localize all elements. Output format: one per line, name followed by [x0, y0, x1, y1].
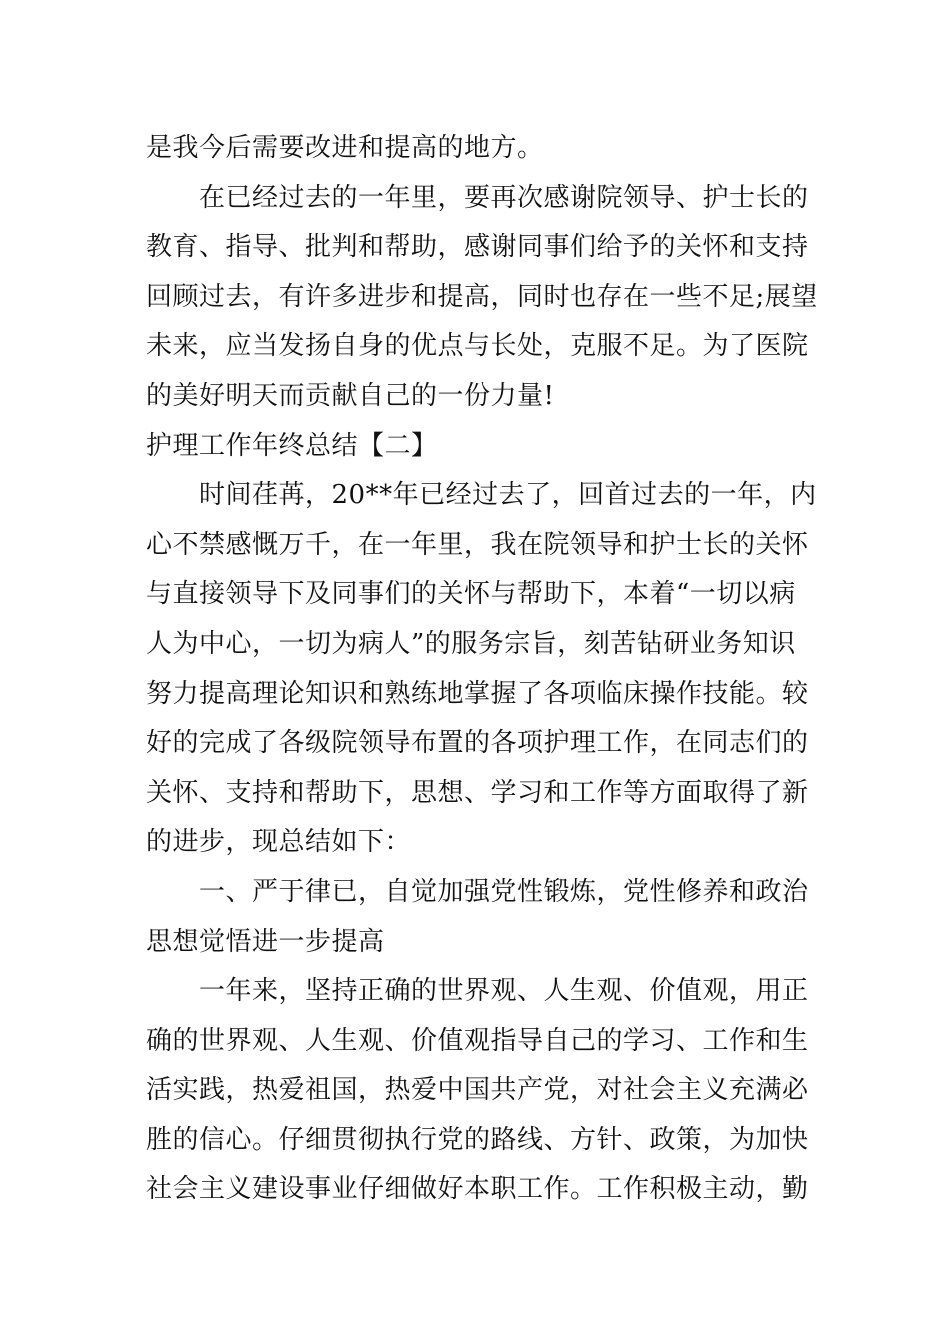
text-line: 未来，应当发扬自身的优点与长处，克服不足。为了医院: [146, 331, 809, 362]
text-line: 回顾过去，有许多进步和提高，同时也存在一些不足;展望: [146, 281, 818, 312]
document-body: [146, 124, 818, 1215]
text-line: 在已经过去的一年里，要再次感谢院领导、护士长的: [199, 182, 809, 213]
text-line: 是我今后需要改进和提高的地方。: [146, 133, 544, 163]
text-line: 心不禁感慨万千，在一年里，我在院领导和护士长的关怀: [146, 529, 809, 560]
text-line: 一年来，坚持正确的世界观、人生观、价值观，用正: [199, 976, 809, 1007]
text-line: 与直接领导下及同事们的关怀与帮助下，本着“一切以病: [146, 579, 796, 610]
section-heading: 护理工作年终总结【二】: [146, 430, 438, 461]
text-line: 确的世界观、人生观、价值观指导自己的学习、工作和生: [146, 1025, 809, 1056]
text-line: 教育、指导、批判和帮助，感谢同事们给予的关怀和支持: [146, 232, 809, 263]
text-line: 人为中心，一切为病人”的服务宗旨，刻苦钻研业务知识: [146, 628, 796, 659]
text-line: 时间荏苒，20**年已经过去了，回首过去的一年，内: [199, 480, 817, 511]
text-line: 努力提高理论知识和熟练地掌握了各项临床操作技能。较: [146, 678, 809, 709]
text-line: 的进步，现总结如下：: [146, 827, 412, 858]
text-line: 活实践，热爱祖国，热爱中国共产党，对社会主义充满必: [146, 1075, 809, 1106]
text-line: 关怀、支持和帮助下，思想、学习和工作等方面取得了新: [146, 777, 809, 808]
subheading-line: 一、严于律已，自觉加强党性锻炼，党性修养和政治: [199, 876, 809, 907]
text-line: 好的完成了各级院领导布置的各项护理工作，在同志们的: [146, 728, 809, 759]
text-line: 胜的信心。仔细贯彻执行党的路线、方针、政策，为加快: [146, 1124, 809, 1155]
text-line: 的美好明天而贡献自己的一份力量!: [146, 380, 555, 411]
subheading-line: 思想觉悟进一步提高: [146, 926, 385, 957]
text-line: 社会主义建设事业仔细做好本职工作。工作积极主动，勤: [146, 1174, 809, 1205]
